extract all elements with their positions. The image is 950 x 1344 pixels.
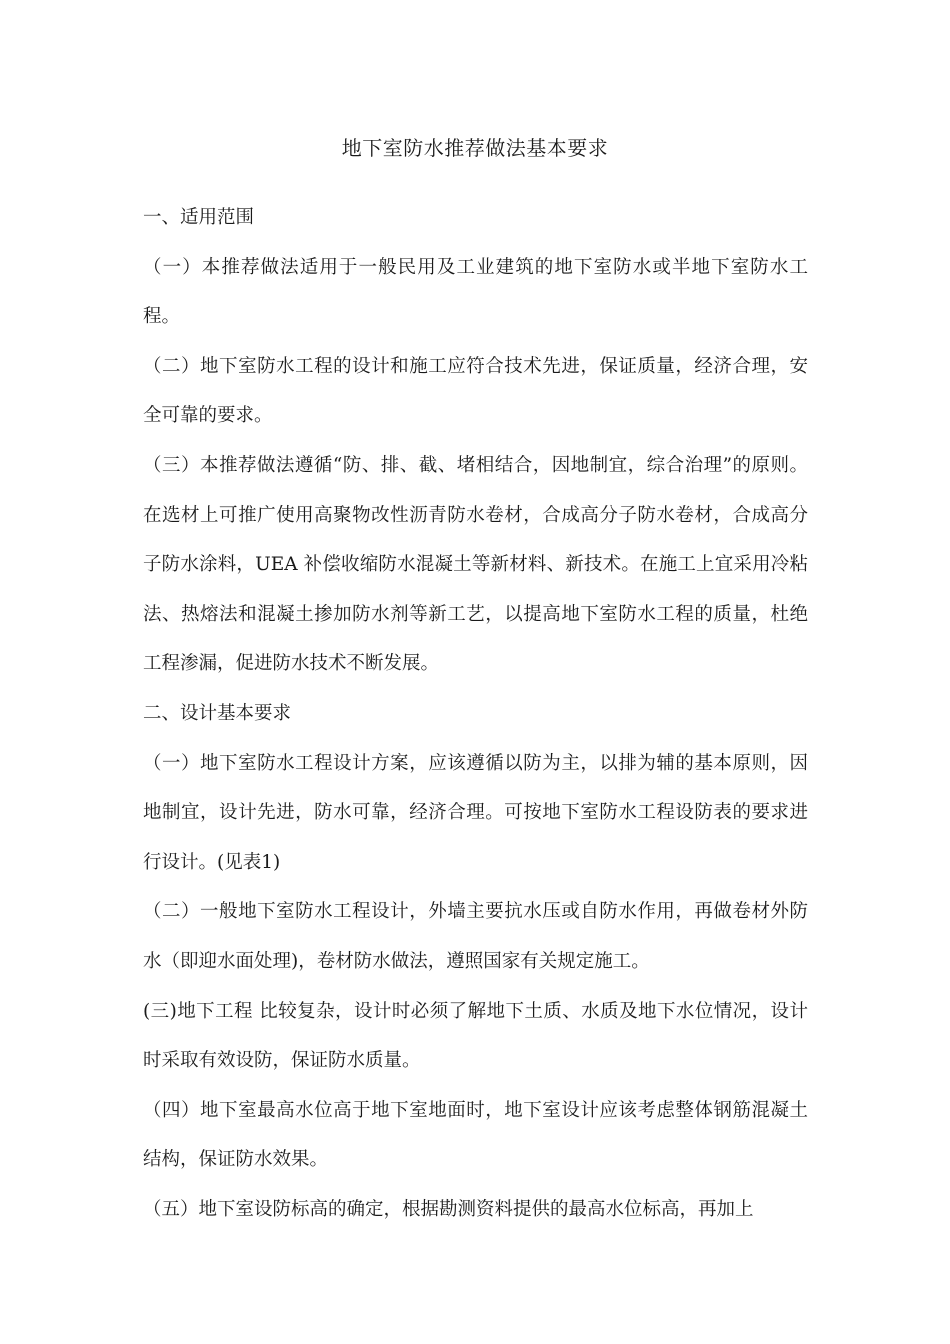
paragraph: （四）地下室最高水位高于地下室地面时，地下室设计应该考虑整体钢筋混凝土结构，保证防水效果。 <box>143 1099 808 1171</box>
paragraph: （一）地下室防水工程设计方案，应该遵循以防为主，以排为辅的基本原则，因地制宜，设计先进，防水可靠，经济合理。可按地下室防水工程设防表的要求进行设计。(见表1) <box>143 752 808 873</box>
paragraph: （三）本推荐做法遵循“防、排、截、堵相结合，因地制宜，综合治理”的原则。在选材上可推广使用高聚物改性沥青防水卷材，合成高分子防水卷材，合成高分子防水涂料，UEA 补偿收缩防水混凝土等新材料、新技术。在施工上宜采用冷粘法、热熔法和混凝土掺加防水剂等新工艺，以提高地下室防水工程的质量，杜绝工程渗漏，促进防水技术不断发展。 <box>143 454 808 675</box>
paragraph: （二）地下室防水工程的设计和施工应符合技术先进，保证质量，经济合理，安全可靠的要求。 <box>143 355 808 427</box>
document-title: 地下室防水推荐做法基本要求 <box>341 136 609 160</box>
paragraph: (三)地下工程 比较复杂，设计时必须了解地下土质、水质及地下水位情况，设计时采取有效设防，保证防水质量。 <box>143 1000 808 1072</box>
section-heading-design: 二、设计基本要求 <box>143 702 292 724</box>
document-body <box>143 193 808 1234</box>
paragraph: （二）一般地下室防水工程设计，外墙主要抗水压或自防水作用，再做卷材外防水（即迎水面处理)，卷材防水做法，遵照国家有关规定施工。 <box>143 901 808 972</box>
paragraph: （一）本推荐做法适用于一般民用及工业建筑的地下室防水或半地下室防水工程。 <box>143 256 808 328</box>
section-heading-scope: 一、适用范围 <box>143 207 255 228</box>
paragraph: （五）地下室设防标高的确定，根据勘测资料提供的最高水位标高，再加上 <box>143 1198 754 1220</box>
